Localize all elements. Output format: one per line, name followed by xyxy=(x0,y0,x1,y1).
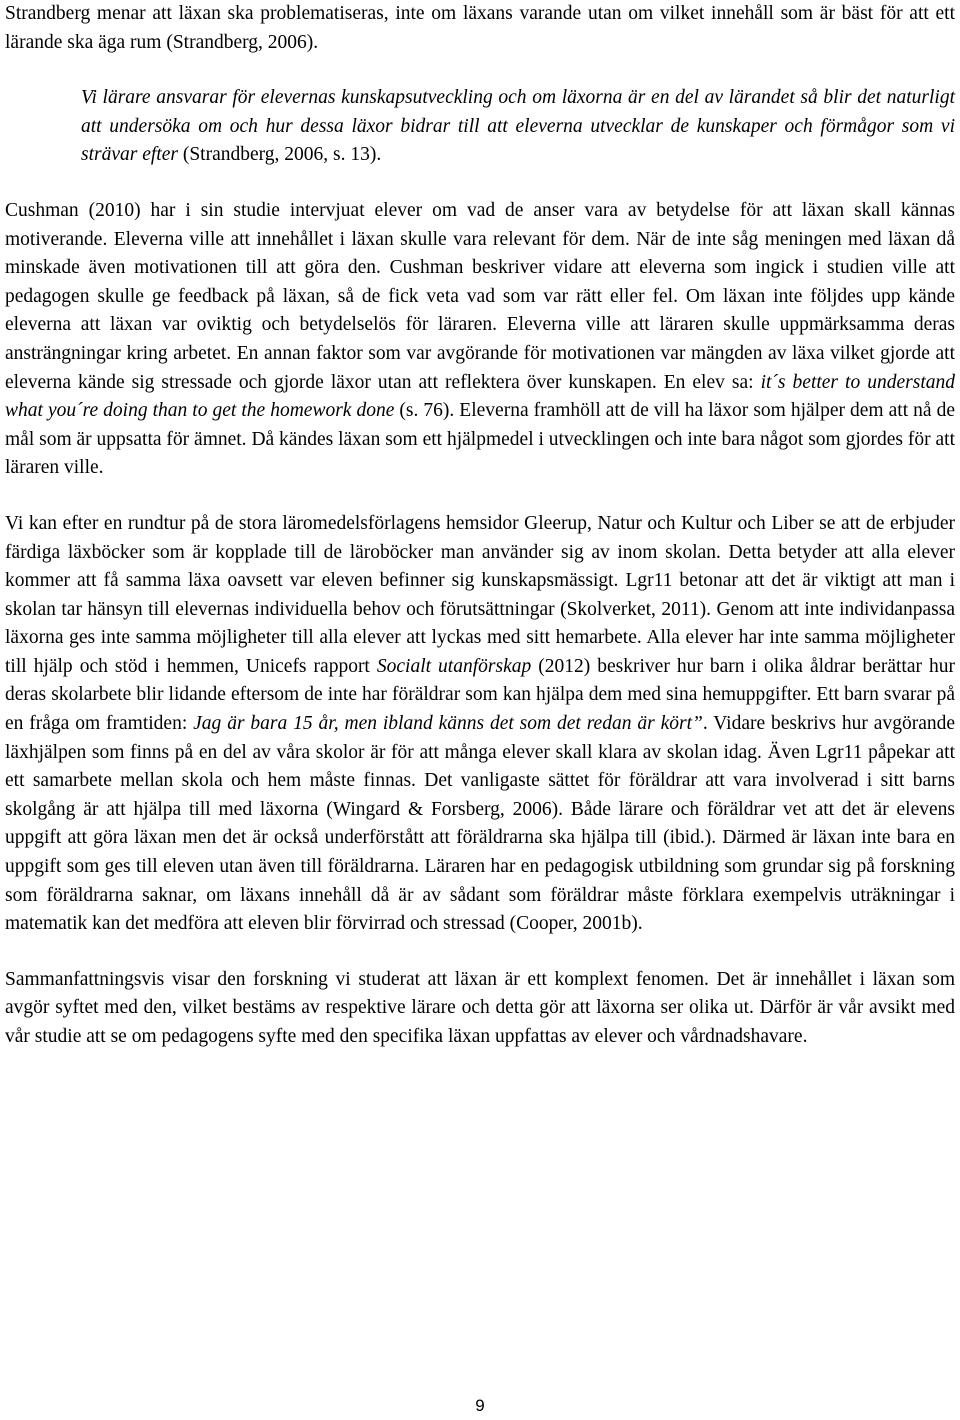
paragraph-intro: Strandberg menar att läxan ska problematiseras, inte om läxans varande utan om vilket innehåll som är bäst för att ett lärande ska äga rum (Strandberg, 2006). xyxy=(5,3,955,53)
block-quote-reference: (Strandberg, 2006, s. 13). xyxy=(177,144,382,166)
block-quote-text: Vi lärare ansvarar för elevernas kunskapsutveckling och om läxorna är en del av lärandet så blir det naturligt att undersöka om och hur dessa läxor bidrar till att eleverna utvecklar de kunskaper och förmågor som vi strävar efter xyxy=(81,87,955,166)
block-quote xyxy=(81,84,955,170)
page-number: 9 xyxy=(475,1396,485,1415)
report-title: Socialt utanförskap xyxy=(376,655,532,677)
paragraph-summary: Sammanfattningsvis visar den forskning vi studerat att läxan är ett komplext fenomen. Det är innehållet i läxan som avgör syftet med den, vilket bestäms av respektive lärare och detta gör att läxorna ser olika ut. Därför är vår avsikt med vår studie att se om pedagogens syfte med den specifika läxan uppfattas av elever och vårdnadshavare. xyxy=(5,968,955,1047)
paragraph-textbooks-part-a: Vi kan efter en rundtur på de stora läromedelsförlagens hemsidor Gleerup, Natur och Kultur och Liber se att de erbjuder färdiga läxböcker som är kopplade till de läroböcker man använder sig av inom skolan. Detta betyder att alla elever kommer att få samma läxa oavsett var eleven befinner sig kunskapsmässigt. Lgr11 betonar att det är viktigt att man i skolan tar hänsyn till elevernas individuella behov och förutsättningar (Skolverket, 2011). Genom att inte individanpassa läxorna ges inte samma möjligheter till alla elever att lyckas med sitt hemarbete. Alla elever har inte samma möjligheter till hjälp och stöd i hemmen, Unicefs rapport xyxy=(5,512,955,677)
document-body xyxy=(5,0,955,1052)
paragraph-textbooks-part-c: . Vidare beskrivs hur avgörande läxhjälpen som finns på en del av våra skolor är för att många elever skall klara av skolan idag. Även Lgr11 påpekar att ett samarbete mellan skola och hem måste finnas. Det vanligaste sättet för föräldrar att vara involverad i sitt barns skolgång är att hjälpa till med läxorna (Wingard & Forsberg, 2006). Både lärare och föräldrar vet att det är elevens uppgift att göra läxan men det är också underförstått att föräldrarna ska hjälpa till (ibid.). Därmed är läxan inte bara en uppgift som ges till eleven utan även till föräldrarna. Läraren har en pedagogisk utbildning som grundar sig på forskning som föräldrarna saknar, om läxans innehåll då är av sådant som föräldrar måste förklara exempelvis uträkningar i matematik kan det medföra att eleven blir förvirrad och stressad (Cooper, 2001b). xyxy=(5,713,955,935)
paragraph-textbooks xyxy=(5,510,955,939)
paragraph-textbooks-part-b: (2012) beskriver hur barn i olika åldrar berättar hur deras skolarbete blir lidande eftersom de inte har föräldrar som kan hjälpa dem med sina hemuppgifter. Ett barn svarar på en fråga om framtiden: xyxy=(5,655,956,735)
paragraph-cushman-part-a: Cushman (2010) har i sin studie intervjuat elever om vad de anser vara av betydelse för att läxan skall kännas motiverande. Eleverna ville att innehållet i läxan skulle vara relevant för dem. När de inte såg meningen med läxan då minskade även motivationen till att göra den. Cushman beskriver vidare att eleverna som ingick i studien ville att pedagogen skulle ge feedback på läxan, så de fick veta vad som var rätt eller fel. Om läxan inte följdes upp kände eleverna att läxan var oviktig och betydelselös för läraren. Eleverna ville att läraren skulle uppmärksamma deras ansträngningar kring arbetet. En annan faktor som var avgörande för motivationen var mängden av läxa vilket gjorde att eleverna kände sig stressade och gjorde läxor utan att reflektera över kunskapen. En elev sa: xyxy=(5,199,955,393)
paragraph-cushman-part-b: (s. 76). Eleverna framhöll att de vill ha läxor som hjälper dem att nå de mål som är uppsatta för ämnet. Då kändes läxan som ett hjälpmedel i utvecklingen och inte bara något som gjordes för att läraren ville. xyxy=(5,400,955,479)
child-quote: Jag är bara 15 år, men ibland känns det som det redan är kört” xyxy=(193,713,703,735)
paragraph-cushman xyxy=(5,197,955,483)
student-quote: it´s better to understand what you´re doing than to get the homework done xyxy=(5,371,955,422)
